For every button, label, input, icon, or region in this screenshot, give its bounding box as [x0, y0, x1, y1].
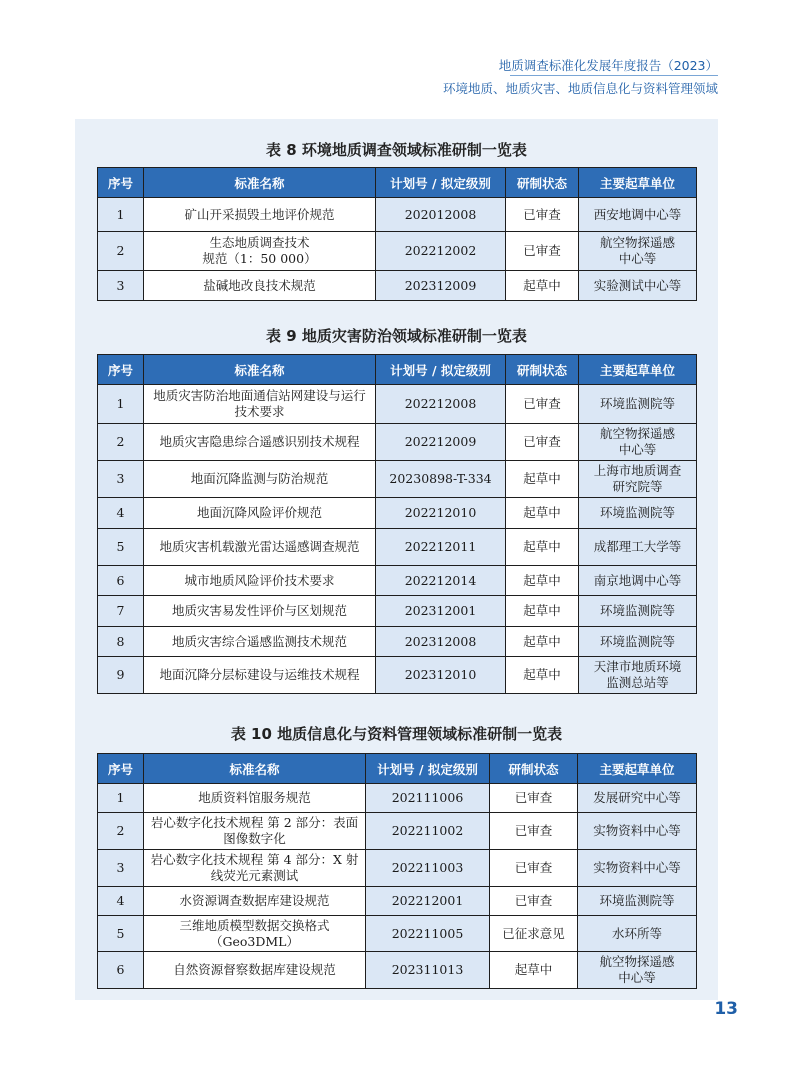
standard-name-cell: 地质灾害机载激光雷达遥感调查规范: [144, 529, 376, 566]
col-standard-name-header: 标准名称: [144, 168, 376, 198]
status-cell: 已审查: [490, 784, 578, 813]
plan-number-cell: 20230898-T-334: [376, 461, 506, 498]
standard-name-cell: 地质资料馆服务规范: [144, 784, 366, 813]
header-divider: [510, 75, 718, 76]
col-standard-name-header: 标准名称: [144, 754, 366, 784]
standard-name-cell: 岩心数字化技术规程 第 2 部分：表面 图像数字化: [144, 813, 366, 850]
standards-table: [97, 354, 697, 694]
table-header-row: [98, 754, 697, 784]
plan-number-cell: 202212010: [376, 498, 506, 529]
drafting-unit-cell: 上海市地质调查 研究院等: [579, 461, 697, 498]
index-cell: 5: [98, 529, 144, 566]
index-cell: 6: [98, 952, 144, 989]
standard-name-cell: 地质灾害防治地面通信站网建设与运行 技术要求: [144, 385, 376, 424]
table-row: [98, 813, 697, 850]
status-cell: 已审查: [490, 887, 578, 916]
status-cell: 起草中: [506, 627, 579, 657]
standard-name-cell: 水资源调查数据库建设规范: [144, 887, 366, 916]
drafting-unit-cell: 天津市地质环境 监测总站等: [579, 657, 697, 694]
index-cell: 6: [98, 566, 144, 596]
plan-number-cell: 202012008: [376, 198, 506, 232]
table-row: [98, 385, 697, 424]
drafting-unit-cell: 航空物探遥感 中心等: [579, 232, 697, 271]
standard-name-cell: 城市地质风险评价技术要求: [144, 566, 376, 596]
table-row: [98, 461, 697, 498]
plan-number-cell: 202212008: [376, 385, 506, 424]
standard-name-cell: 三维地质模型数据交换格式 （Geo3DML）: [144, 916, 366, 952]
status-cell: 已征求意见: [490, 916, 578, 952]
col-plan-number-header: 计划号 / 拟定级别: [376, 168, 506, 198]
status-cell: 起草中: [506, 271, 579, 301]
standard-name-cell: 生态地质调查技术 规范（1：50 000）: [144, 232, 376, 271]
table-row: [98, 596, 697, 627]
col-drafting-unit-header: 主要起草单位: [578, 754, 697, 784]
col-plan-number-header: 计划号 / 拟定级别: [376, 355, 506, 385]
running-header-title: 地质调查标准化发展年度报告（2023）: [498, 58, 718, 73]
index-cell: 1: [98, 784, 144, 813]
index-cell: 3: [98, 271, 144, 301]
drafting-unit-cell: 实物资料中心等: [578, 850, 697, 887]
status-cell: 已审查: [506, 198, 579, 232]
drafting-unit-cell: 环境监测院等: [578, 887, 697, 916]
standard-name-cell: 地质灾害综合遥感监测技术规范: [144, 627, 376, 657]
table-caption: 表 10 地质信息化与资料管理领域标准研制一览表: [230, 725, 563, 743]
status-cell: 已审查: [506, 385, 579, 424]
status-cell: 起草中: [506, 596, 579, 627]
table-row: [98, 784, 697, 813]
col-status-header: 研制状态: [506, 355, 579, 385]
standards-table: [97, 753, 697, 989]
status-cell: 已审查: [506, 424, 579, 461]
drafting-unit-cell: 水环所等: [578, 916, 697, 952]
plan-number-cell: 202212011: [376, 529, 506, 566]
index-cell: 3: [98, 461, 144, 498]
table-row: [98, 916, 697, 952]
col-index-header: 序号: [98, 168, 144, 198]
table-row: [98, 627, 697, 657]
plan-number-cell: 202212009: [376, 424, 506, 461]
drafting-unit-cell: 环境监测院等: [579, 498, 697, 529]
standard-name-cell: 地面沉降风险评价规范: [144, 498, 376, 529]
status-cell: 已审查: [490, 813, 578, 850]
standard-name-cell: 地质灾害易发性评价与区划规范: [144, 596, 376, 627]
col-drafting-unit-header: 主要起草单位: [579, 168, 697, 198]
table-row: [98, 952, 697, 989]
plan-number-cell: 202312008: [376, 627, 506, 657]
index-cell: 2: [98, 813, 144, 850]
table-row: [98, 424, 697, 461]
status-cell: 起草中: [506, 529, 579, 566]
drafting-unit-cell: 航空物探遥感 中心等: [579, 424, 697, 461]
status-cell: 起草中: [506, 461, 579, 498]
drafting-unit-cell: 环境监测院等: [579, 627, 697, 657]
drafting-unit-cell: 环境监测院等: [579, 385, 697, 424]
table-row: [98, 498, 697, 529]
status-cell: 起草中: [506, 498, 579, 529]
table-row: [98, 198, 697, 232]
index-cell: 3: [98, 850, 144, 887]
index-cell: 2: [98, 424, 144, 461]
col-standard-name-header: 标准名称: [144, 355, 376, 385]
index-cell: 2: [98, 232, 144, 271]
table-header-row: [98, 168, 697, 198]
standards-table: [97, 167, 697, 301]
table-row: [98, 566, 697, 596]
table-row: [98, 529, 697, 566]
col-plan-number-header: 计划号 / 拟定级别: [366, 754, 490, 784]
page-number: 13: [714, 999, 738, 1019]
standard-name-cell: 自然资源督察数据库建设规范: [144, 952, 366, 989]
table-row: [98, 657, 697, 694]
index-cell: 4: [98, 498, 144, 529]
col-status-header: 研制状态: [490, 754, 578, 784]
plan-number-cell: 202212001: [366, 887, 490, 916]
standard-name-cell: 岩心数字化技术规程 第 4 部分：X 射 线荧光元素测试: [144, 850, 366, 887]
drafting-unit-cell: 实物资料中心等: [578, 813, 697, 850]
standard-name-cell: 矿山开采损毁土地评价规范: [144, 198, 376, 232]
index-cell: 8: [98, 627, 144, 657]
index-cell: 4: [98, 887, 144, 916]
plan-number-cell: 202211005: [366, 916, 490, 952]
plan-number-cell: 202111006: [366, 784, 490, 813]
status-cell: 已审查: [506, 232, 579, 271]
index-cell: 9: [98, 657, 144, 694]
running-header-subtitle: 环境地质、地质灾害、地质信息化与资料管理领域: [442, 81, 718, 96]
standard-name-cell: 盐碱地改良技术规范: [144, 271, 376, 301]
index-cell: 1: [98, 385, 144, 424]
plan-number-cell: 202211003: [366, 850, 490, 887]
drafting-unit-cell: 航空物探遥感 中心等: [578, 952, 697, 989]
plan-number-cell: 202312001: [376, 596, 506, 627]
plan-number-cell: 202312009: [376, 271, 506, 301]
drafting-unit-cell: 南京地调中心等: [579, 566, 697, 596]
col-index-header: 序号: [98, 754, 144, 784]
plan-number-cell: 202212002: [376, 232, 506, 271]
drafting-unit-cell: 西安地调中心等: [579, 198, 697, 232]
status-cell: 起草中: [490, 952, 578, 989]
status-cell: 起草中: [506, 657, 579, 694]
standard-name-cell: 地质灾害隐患综合遥感识别技术规程: [144, 424, 376, 461]
plan-number-cell: 202211002: [366, 813, 490, 850]
standard-name-cell: 地面沉降分层标建设与运维技术规程: [144, 657, 376, 694]
drafting-unit-cell: 发展研究中心等: [578, 784, 697, 813]
col-drafting-unit-header: 主要起草单位: [579, 355, 697, 385]
plan-number-cell: 202212014: [376, 566, 506, 596]
index-cell: 1: [98, 198, 144, 232]
standard-name-cell: 地面沉降监测与防治规范: [144, 461, 376, 498]
index-cell: 7: [98, 596, 144, 627]
status-cell: 起草中: [506, 566, 579, 596]
table-row: [98, 271, 697, 301]
drafting-unit-cell: 实验测试中心等: [579, 271, 697, 301]
drafting-unit-cell: 环境监测院等: [579, 596, 697, 627]
table-row: [98, 887, 697, 916]
table-row: [98, 850, 697, 887]
table-caption: 表 8 环境地质调查领域标准研制一览表: [266, 141, 527, 159]
table-row: [98, 232, 697, 271]
table-caption: 表 9 地质灾害防治领域标准研制一览表: [266, 327, 527, 345]
plan-number-cell: 202312010: [376, 657, 506, 694]
col-status-header: 研制状态: [506, 168, 579, 198]
index-cell: 5: [98, 916, 144, 952]
col-index-header: 序号: [98, 355, 144, 385]
table-header-row: [98, 355, 697, 385]
drafting-unit-cell: 成都理工大学等: [579, 529, 697, 566]
plan-number-cell: 202311013: [366, 952, 490, 989]
status-cell: 已审查: [490, 850, 578, 887]
